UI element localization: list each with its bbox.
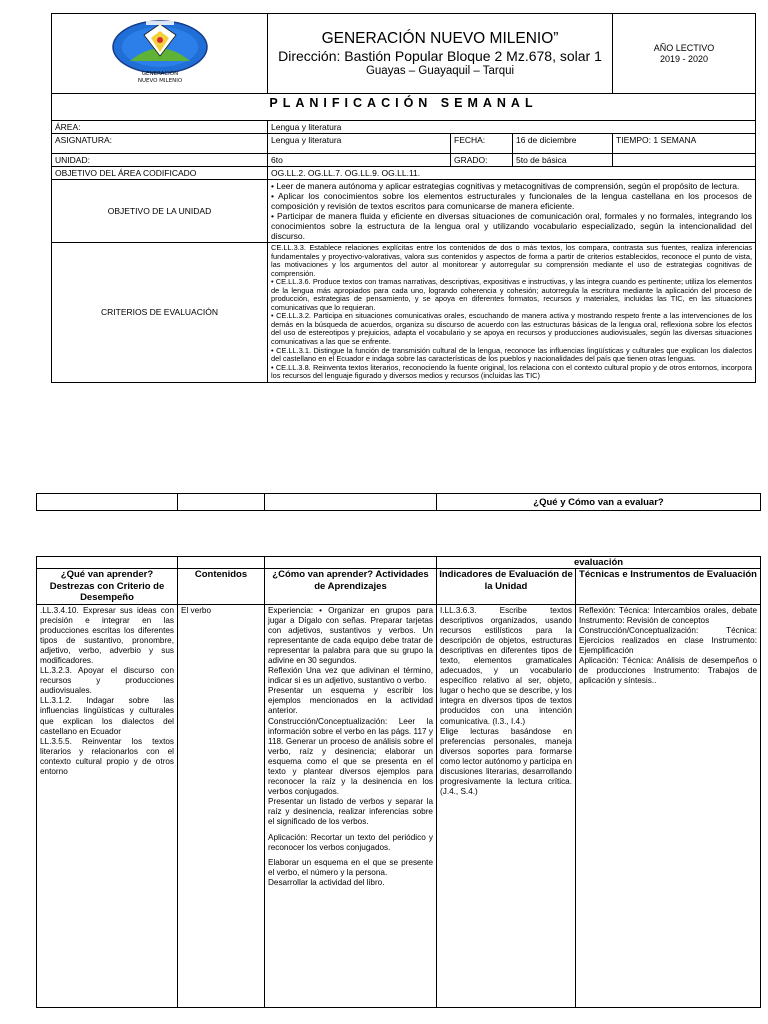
unit-objective-label: OBJETIVO DE LA UNIDAD (52, 180, 268, 243)
subject-value: Lengua y literatura (268, 134, 451, 154)
techniques-cell (576, 604, 761, 1007)
criteria-cell (268, 243, 756, 383)
school-city: Guayas – Guayaquil – Tarqui (365, 64, 515, 77)
reflection-text: Una vez que adivinan el término, indicar si es un adjetivo, sustantivo o verbo. (268, 666, 433, 686)
activities-cell (265, 604, 437, 1007)
indicators-cell (437, 604, 576, 1007)
content-item: El verbo (181, 605, 212, 615)
activity-scheme: Elaborar un esquema en el que se presente el verbo, el número y la persona. (268, 857, 433, 877)
unit-objective-item: • Participar de manera fluida y eficiente en diversas situaciones de comunicación oral, formales y no formales, integrando los conocimientos sobre la estructura de la lengua oral y utilizando vocabulario especializado, según la intencionalidad del discurso. (271, 211, 753, 241)
criteria-item: • CE.LL.3.8. Reinventa textos literarios, reconociendo la fuente original, los relaciona con el contexto cultural propio y de otros entornos, incorpora los recursos del lenguaje figurado y diversos medios y recursos (incluidas las TIC) (271, 362, 753, 381)
school-name: GENERACIÓN NUEVO MILENIO” (321, 29, 559, 47)
skill-item: LL.3.1.2. Indagar sobre las influencias lingüísticas y culturales que explican los dialectos del castellano en Ecuador (40, 696, 174, 736)
unit-value: 6to (268, 154, 451, 167)
experience-label: Experiencia: (268, 605, 314, 615)
techniques-header: Técnicas e Instrumentos de Evaluación (576, 569, 761, 605)
area-objective-value: OG.LL.2. OG.LL.7. OG.LL.9. OG.LL.11. (268, 167, 756, 180)
evaluation-header: evaluación (437, 557, 761, 569)
technique-item: Aplicación: Técnica: Análisis de desempeños o de producciones Instrumento: Trabajos de aplicación y síntesis.. (579, 655, 758, 686)
empty-cell (265, 494, 437, 511)
skill-item: .LL.3.4.10. Expresar sus ideas con precisión e integrar en las producciones escritas los diferentes tipos de sustantivo, pronombre, adjetivo, verbo, adverbio y sus modificadores. (40, 605, 174, 665)
indicator-item: Elige lecturas basándose en preferencias personales, maneja diversos soportes para formarse como lector autónomo y participa en discusiones literarias, desarrollando progresivamente la lectura crítica. (J.4., S.4.) (440, 726, 572, 797)
unit-objectives-cell (268, 180, 756, 243)
activity-application (268, 833, 433, 853)
activity-present: Presentar un esquema y escribir los ejemplos mencionados en la actividad anterior. (268, 686, 433, 716)
area-label: ÁREA: (52, 121, 268, 134)
empty-cell (37, 557, 178, 569)
school-year-label: AÑO LECTIVO (653, 42, 715, 53)
planning-main-table (36, 556, 761, 1008)
construction-label: Construcción/Conceptualización: (268, 716, 388, 726)
school-year-cell (613, 14, 756, 94)
activity-construction (268, 717, 433, 798)
date-value: 16 de diciembre (513, 134, 613, 154)
empty-cell (37, 494, 178, 511)
skills-cell (37, 604, 178, 1007)
time-value: TIEMPO: 1 SEMANA (613, 134, 756, 154)
criteria-item: • CE.LL.3.6. Produce textos con tramas narrativas, descriptivas, expositivas e instructivas, y las integra cuando es pertinente; utiliza los elementos de la lengua más apropiados para cada uno, logrando coherencia y cohesión; autorregula la escritura mediante la aplicación del proceso de producción, estrategias de pensamiento, y se apoya en diferentes formatos, recursos y materiales, incluidas las TIC, en las situaciones comunicativas que lo requieran. (271, 277, 753, 312)
activities-header: ¿Cómo van aprender? Actividades de Aprendizajes (265, 569, 437, 605)
criteria-item: CE.LL.3.3. Establece relaciones explícitas entre los contenidos de dos o más textos, los compara, contrasta sus fuentes, realiza inferencias fundamentales y proyectivo-valorativas, valora sus contenidos y aspectos de forma a partir de criterios establecidos, reconoce el punto de vista, las motivaciones y los argumentos del autor al monitorear y autorregular su comprensión mediante el uso de estrategias cognitivas de comprensión. (271, 243, 753, 278)
date-label: FECHA: (451, 134, 513, 154)
criteria-label: CRITERIOS DE EVALUACIÓN (52, 243, 268, 383)
criteria-item: • CE.LL.3.2. Participa en situaciones comunicativas orales, escuchando de manera activa y mostrando respeto frente a las intervenciones de los demás en la búsqueda de acuerdos, organiza su discurso de acuerdo con las estructuras básicas de la lengua oral, reflexiona sobre los efectos del uso de estereotipos y prejuicios, adapta el vocabulario y se apoya en recursos y producciones audiovisuales, según las diversas situaciones comunicativas a las que se enfrente. (271, 311, 753, 347)
criteria-item: • CE.LL.3.1. Distingue la función de transmisión cultural de la lengua, reconoce las influencias lingüísticas y culturales que explican los dialectos del castellano en el Ecuador e indaga sobre las características de los pueblos y nacionalidades del país que tienen otras lenguas. (271, 345, 753, 364)
application-label: Aplicación: (268, 832, 308, 842)
school-address: Dirección: Bastión Popular Bloque 2 Mz.678, solar 1 (278, 47, 602, 64)
activity-book: Desarrollar la actividad del libro. (268, 877, 385, 887)
indicator-item: I.LL.3.6.3. Escribe textos descriptivos organizados, usando recursos estilísticos para la descripción de objetos, estructuras descriptivas en diferentes tipos de texto, elementos gramaticales adecuados, y un vocabulario específico relativo al ser, objeto, lugar o hecho que se describe, y los integra en diversos tipos de textos producidos con una intención comunicativa. (I.3., I.4.) (440, 605, 572, 726)
skill-item: LL.3.5.5. Reinventar los textos literarios y relacionarlos con el contexto cultural propio y de otros entorno (40, 736, 174, 776)
empty-cell (265, 557, 437, 569)
skills-header: ¿Qué van aprender? Destrezas con Criterio de Desempeño (37, 569, 178, 605)
unit-objective-item: • Leer de manera autónoma y aplicar estrategias cognitivas y metacognitivas de comprensión, según el propósito de lectura. (271, 181, 740, 191)
indicators-header: Indicadores de Evaluación de la Unidad (437, 569, 576, 605)
area-value: Lengua y literatura (268, 121, 756, 134)
page-title: PLANIFICACIÓN SEMANAL (52, 94, 756, 121)
school-year-value: 2019 - 2020 (660, 53, 709, 64)
area-objective-label: OBJETIVO DEL ÁREA CODIFICADO (52, 167, 268, 180)
empty-cell (178, 494, 265, 511)
activity-list: Presentar un listado de verbos y separar la raíz y desinencia, realizar inferencias sobre el significado de los verbos. (268, 797, 433, 827)
activity-experience (268, 606, 433, 667)
construction-text: Leer la información sobre el verbo en las págs. 117 y 118. Generar un proceso de análisis sobre el verbo, raíz y desinencia; elaborar un esquema como el que se presenta en el texto y plantear diversos ejemplos para reconocer la raíz y la desinencia en los verbos conjugados. (268, 716, 433, 797)
school-logo-cell (52, 14, 268, 94)
technique-item: Construcción/Conceptualización: Técnica: Ejercicios realizados en clase Instrumento: Ejemplificación (579, 625, 758, 655)
grade-label: GRADO: (451, 154, 513, 167)
contents-cell (178, 604, 265, 1007)
application-text: Recortar un texto del periódico y reconocer los verbos conjugados. (268, 832, 433, 852)
planning-header-table (51, 13, 756, 383)
subject-label: ASIGNATURA: (52, 134, 268, 154)
unit-objective-item: • Aplicar los conocimientos sobre los elementos estructurales y funcionales de la lengua castellana en los procesos de composición y revisión de textos escritos para comunicarse de manera eficiente. (271, 191, 753, 211)
school-info-cell (268, 14, 613, 94)
evaluation-question-table (36, 493, 761, 511)
logo-text-line1: GENERACIÓN (141, 70, 178, 77)
reflection-label: Reflexión (268, 666, 303, 676)
unit-label: UNIDAD: (52, 154, 268, 167)
evaluation-question: ¿Qué y Cómo van a evaluar? (437, 494, 761, 511)
grade-empty-cell (613, 154, 756, 167)
activity-reflection (268, 666, 433, 686)
experience-text: • Organizar en grupos para jugar a Dígalo con señas. Preparar tarjetas con adjetivos, sustantivos y verbos. Un representante de cada equipo debe tratar de representar la palabra para que su grupo la adivine en 30 segundos. (268, 605, 433, 665)
skill-item: LL.3.2.3. Apoyar el discurso con recursos y producciones audiovisuales. (40, 666, 174, 696)
contents-header: Contenidos (178, 569, 265, 605)
logo-text-line2: NUEVO MILENIO (137, 77, 182, 84)
school-logo (108, 16, 212, 90)
empty-cell (178, 557, 265, 569)
technique-item: Reflexión: Técnica: Intercambios orales, debate Instrumento: Revisión de conceptos (579, 605, 758, 625)
grade-value: 5to de básica (513, 154, 613, 167)
